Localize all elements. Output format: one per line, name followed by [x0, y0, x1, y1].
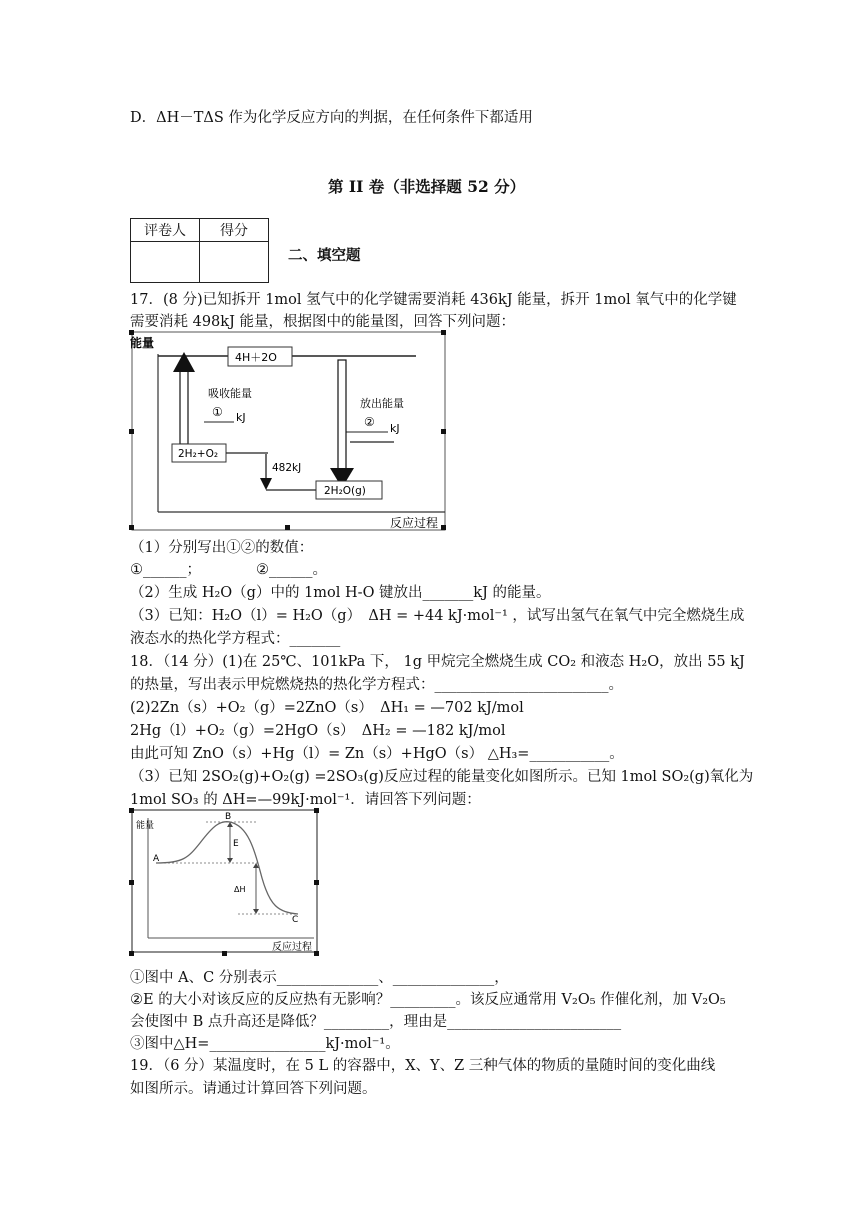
- q18-sub-2b: 会使图中 B 点升高还是降低？_________，理由是________________________: [130, 1014, 622, 1030]
- q18-label-e: E: [233, 839, 239, 849]
- section-heading: 二、填空题: [288, 247, 361, 264]
- q17-release-label: 放出能量: [360, 397, 404, 410]
- q17-energy-diagram: [128, 330, 450, 535]
- q18-line-7: 1mol SO₃ 的 ΔH=—99kJ·mol⁻¹．请回答下列问题：: [130, 792, 481, 808]
- q17-reactants-box: 2H₂+O₂: [178, 448, 219, 460]
- q18-line-1: 18．（14 分）(1)在 25℃、101kPa 下， 1g 甲烷完全燃烧生成 CO₂ 和液态 H₂O，放出 55 kJ: [130, 654, 745, 670]
- option-d: D．ΔH－TΔS 作为化学反应方向的判据，在任何条件下都适用: [130, 110, 533, 126]
- q17-x-axis-label: 反应过程: [390, 516, 439, 530]
- q18-line-5: 由此可知 ZnO（s）+Hg（l）= Zn（s）+HgO（s） △H₃=___________。: [130, 746, 624, 762]
- q17-absorb-unit: kJ: [236, 411, 246, 424]
- q17-absorb-number: ①: [212, 405, 223, 419]
- q18-point-b: B: [225, 812, 232, 822]
- q17-y-axis-label: 能量: [130, 336, 155, 350]
- q18-label-dh: ΔH: [234, 885, 246, 894]
- q18-sub-2a: ②E 的大小对该反应的反应热有无影响？_________。该反应通常用 V₂O₅ 作催化剂，加 V₂O₅: [130, 992, 726, 1008]
- q17-top-box-label: 4H＋2O: [235, 351, 277, 364]
- q18-line-2: 的热量，写出表示甲烷燃烧热的热化学方程式：________________________。: [130, 677, 623, 693]
- score-table: [130, 218, 269, 283]
- q17-absorb-label: 吸收能量: [208, 387, 252, 400]
- q17-value-482: 482kJ: [272, 462, 302, 474]
- q18-y-axis-label: 能量: [136, 821, 155, 831]
- section-title: 第 II 卷（非选择题 52 分）: [328, 177, 526, 196]
- q17-part-1a: ①______；: [130, 562, 201, 578]
- q17-part-3a: （3）已知：H₂O（l）= H₂O（g） ΔH = +44 kJ·mol⁻¹ ，试写出氢气在氧气中完全燃烧生成: [130, 608, 745, 624]
- q18-sub-3: ③图中△H=________________kJ·mol⁻¹。: [130, 1036, 400, 1052]
- q17-part-2: （2）生成 H₂O（g）中的 1mol H-O 键放出_______kJ 的能量。: [130, 585, 551, 601]
- q19-line-2: 如图所示。请通过计算回答下列问题。: [130, 1081, 377, 1097]
- q17-release-number: ②: [364, 415, 375, 429]
- q17-release-unit: kJ: [390, 422, 400, 435]
- score-table-grader-cell: [131, 242, 200, 283]
- q19-line-1: 19．（6 分）某温度时，在 5 L 的容器中，X、Y、Z 三种气体的物质的量随时间的变化曲线: [130, 1058, 716, 1074]
- q18-sub-1: ①图中 A、C 分别表示______________、______________，: [130, 970, 509, 986]
- q17-part-3b: 液态水的热化学方程式：_______: [130, 631, 341, 647]
- q18-point-c: C: [292, 915, 299, 925]
- q17-stem-1: 17．(8 分)已知拆开 1mol 氢气中的化学键需要消耗 436kJ 能量，拆开 1mol 氧气中的化学键: [130, 292, 737, 308]
- q18-x-axis-label: 反应过程: [272, 942, 312, 953]
- q17-part-1: （1）分别写出①②的数值：: [130, 540, 314, 556]
- score-table-score-cell: [200, 242, 269, 283]
- q18-line-4: 2Hg（l）+O₂（g）=2HgO（s） ΔH₂ = —182 kJ/mol: [130, 723, 506, 739]
- score-table-header-score: 得分: [200, 219, 269, 242]
- q17-product-box: 2H₂O(g): [324, 485, 366, 497]
- q17-stem-2: 需要消耗 498kJ 能量，根据图中的能量图，回答下列问题：: [130, 314, 515, 330]
- score-table-header-grader: 评卷人: [131, 219, 200, 242]
- q18-line-3: (2)2Zn（s）+O₂（g）=2ZnO（s） ΔH₁ = —702 kJ/mol: [130, 700, 524, 716]
- q18-point-a: A: [153, 854, 160, 864]
- q18-line-6: （3）已知 2SO₂(g)+O₂(g) =2SO₃(g)反应过程的能量变化如图所示。已知 1mol SO₂(g)氧化为: [130, 769, 754, 785]
- q17-part-1b: ②______。: [256, 562, 327, 578]
- q18-energy-diagram: [128, 808, 322, 958]
